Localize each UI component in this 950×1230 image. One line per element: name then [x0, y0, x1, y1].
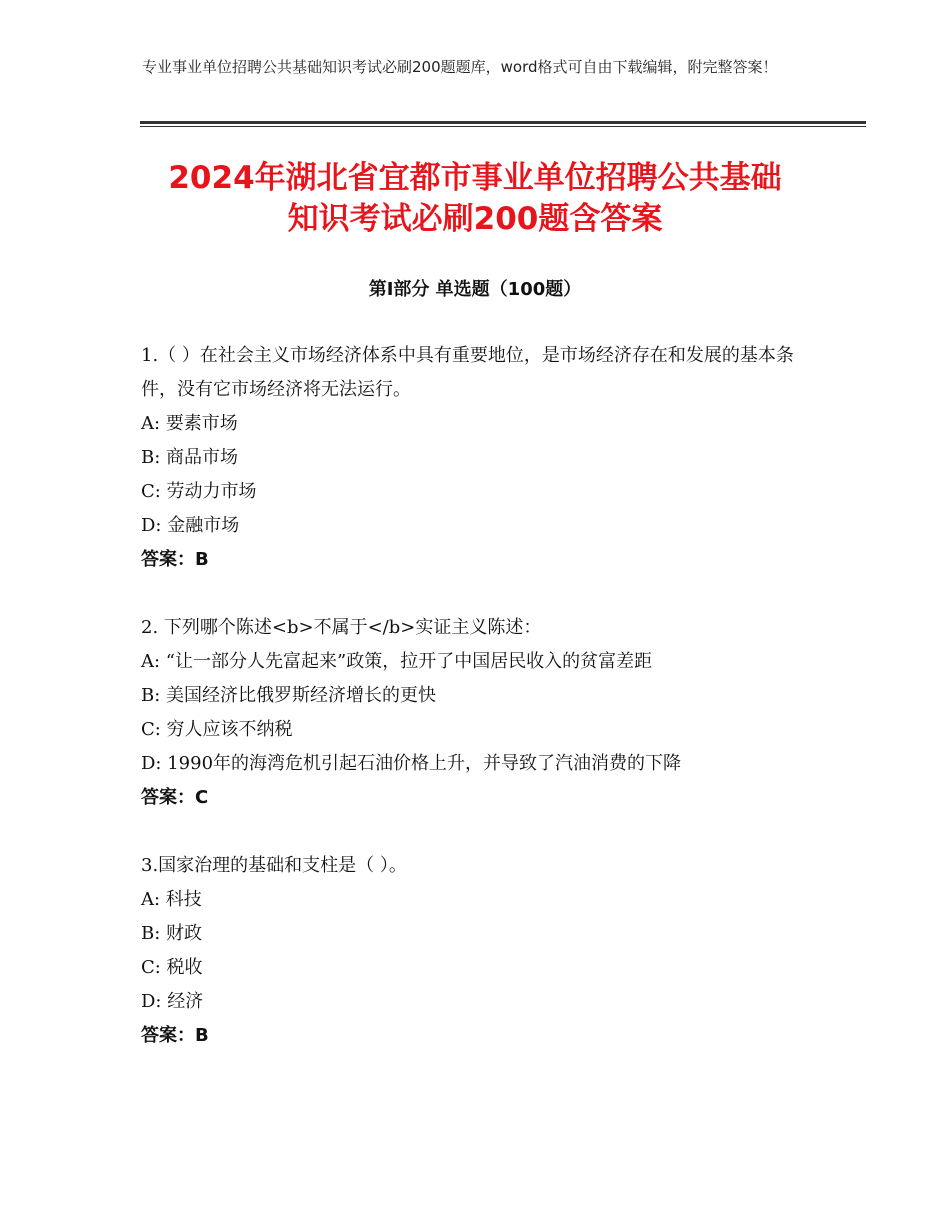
- question-stem: 1.（ ）在社会主义市场经济体系中具有重要地位，是市场经济存在和发展的基本条件，没有它市场经济将无法运行。: [141, 345, 794, 400]
- title-line-2: 知识考试必刷200题含答案: [287, 201, 663, 237]
- question-stem: 2. 下列哪个陈述<b>不属于</b>实证主义陈述：: [141, 617, 542, 638]
- option-b: B: 商品市场: [141, 447, 239, 468]
- option-c: C: 税收: [141, 957, 203, 978]
- option-a: A: 要素市场: [141, 413, 238, 434]
- header-note: 专业事业单位招聘公共基础知识考试必刷200题题库，word格式可自由下载编辑，附完整答案！: [142, 58, 778, 76]
- option-d: D: 1990年的海湾危机引起石油价格上升，并导致了汽油消费的下降: [141, 753, 682, 774]
- option-d: D: 金融市场: [141, 515, 240, 536]
- option-c: C: 劳动力市场: [141, 481, 257, 502]
- section-title: 第Ⅰ部分 单选题（100题）: [368, 279, 582, 300]
- question-list: [141, 339, 821, 1087]
- option-a: A: 科技: [141, 889, 202, 910]
- answer: 答案：B: [141, 1025, 209, 1046]
- question-1: [141, 339, 821, 577]
- title-line-1: 2024年湖北省宜都市事业单位招聘公共基础: [168, 160, 782, 196]
- question-2: [141, 611, 821, 815]
- question-3: [141, 849, 821, 1053]
- option-b: B: 财政: [141, 923, 203, 944]
- document-title: [100, 158, 850, 240]
- question-stem: 3.国家治理的基础和支柱是（ ）。: [141, 855, 407, 876]
- answer: 答案：C: [141, 787, 209, 808]
- answer: 答案：B: [141, 549, 209, 570]
- option-c: C: 穷人应该不纳税: [141, 719, 293, 740]
- option-b: B: 美国经济比俄罗斯经济增长的更快: [141, 685, 437, 706]
- option-d: D: 经济: [141, 991, 204, 1012]
- header-divider-thick: [140, 121, 866, 124]
- option-a: A: “让一部分人先富起来”政策，拉开了中国居民收入的贫富差距: [141, 651, 653, 672]
- header-divider-thin: [140, 126, 866, 127]
